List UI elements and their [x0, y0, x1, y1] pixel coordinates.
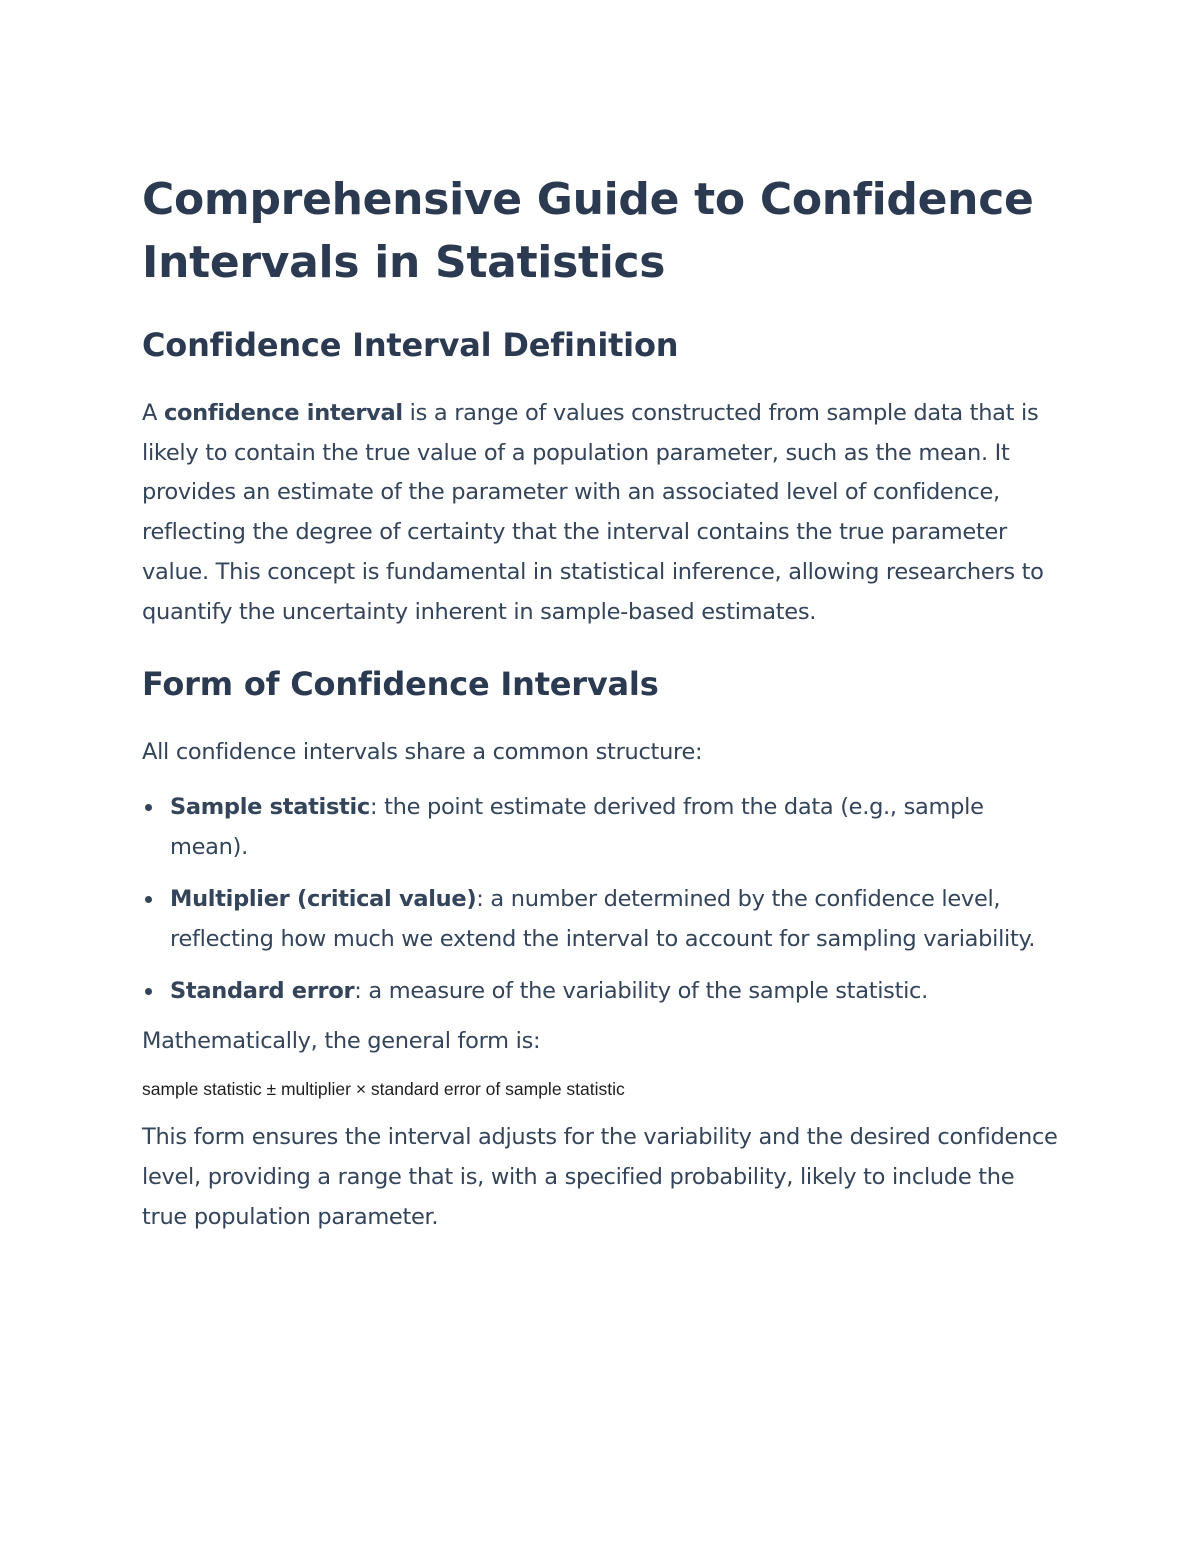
form-intro: All confidence intervals share a common structure: — [142, 739, 703, 766]
bullet-icon — [145, 896, 152, 903]
document-page — [142, 168, 1062, 1237]
section-heading-form: Form of Confidence Intervals — [142, 665, 659, 704]
list-item-standard-error — [142, 971, 1062, 1012]
list-item-text: : the point estimate derived from the data (e.g., sample mean). — [170, 793, 984, 861]
structure-list — [142, 787, 1062, 1012]
list-item-term: Multiplier (critical value) — [170, 885, 477, 912]
definition-term: confidence interval — [163, 400, 403, 426]
list-item-text: : a measure of the variability of the sample statistic. — [354, 977, 928, 1004]
closing-paragraph: This form ensures the interval adjusts for the variability and the desired confidence level, providing a range that is, with a specified probability, likely to include the true population parameter. — [142, 1124, 1058, 1230]
general-formula: sample statistic ± multiplier × standard error of sample statistic — [142, 1079, 625, 1100]
list-item-text: : a number determined by the confidence level, reflecting how much we extend the interval to account for sampling variability. — [170, 885, 1036, 953]
definition-body: is a range of values constructed from sample data that is likely to contain the true value of a population parameter, such as the mean. It provides an estimate of the parameter with an associated level of confidence, reflecting the degree of certainty that the interval contains the true parameter value. This concept is fundamental in statistical inference, allowing researchers to quantify the uncertainty inherent in sample-based estimates. — [142, 400, 1044, 625]
section-heading-definition: Confidence Interval Definition — [142, 326, 679, 364]
bullet-icon — [145, 804, 152, 811]
list-item-sample-statistic — [142, 787, 1062, 868]
definition-lead: A — [142, 400, 164, 426]
list-item-multiplier — [142, 879, 1062, 960]
list-item-term: Standard error — [170, 977, 355, 1004]
math-intro: Mathematically, the general form is: — [142, 1028, 541, 1055]
bullet-icon — [145, 988, 152, 995]
list-item-term: Sample statistic — [170, 793, 370, 820]
document-title: Comprehensive Guide to Confidence Intervals in Statistics — [142, 174, 1034, 288]
definition-paragraph — [142, 394, 1062, 632]
